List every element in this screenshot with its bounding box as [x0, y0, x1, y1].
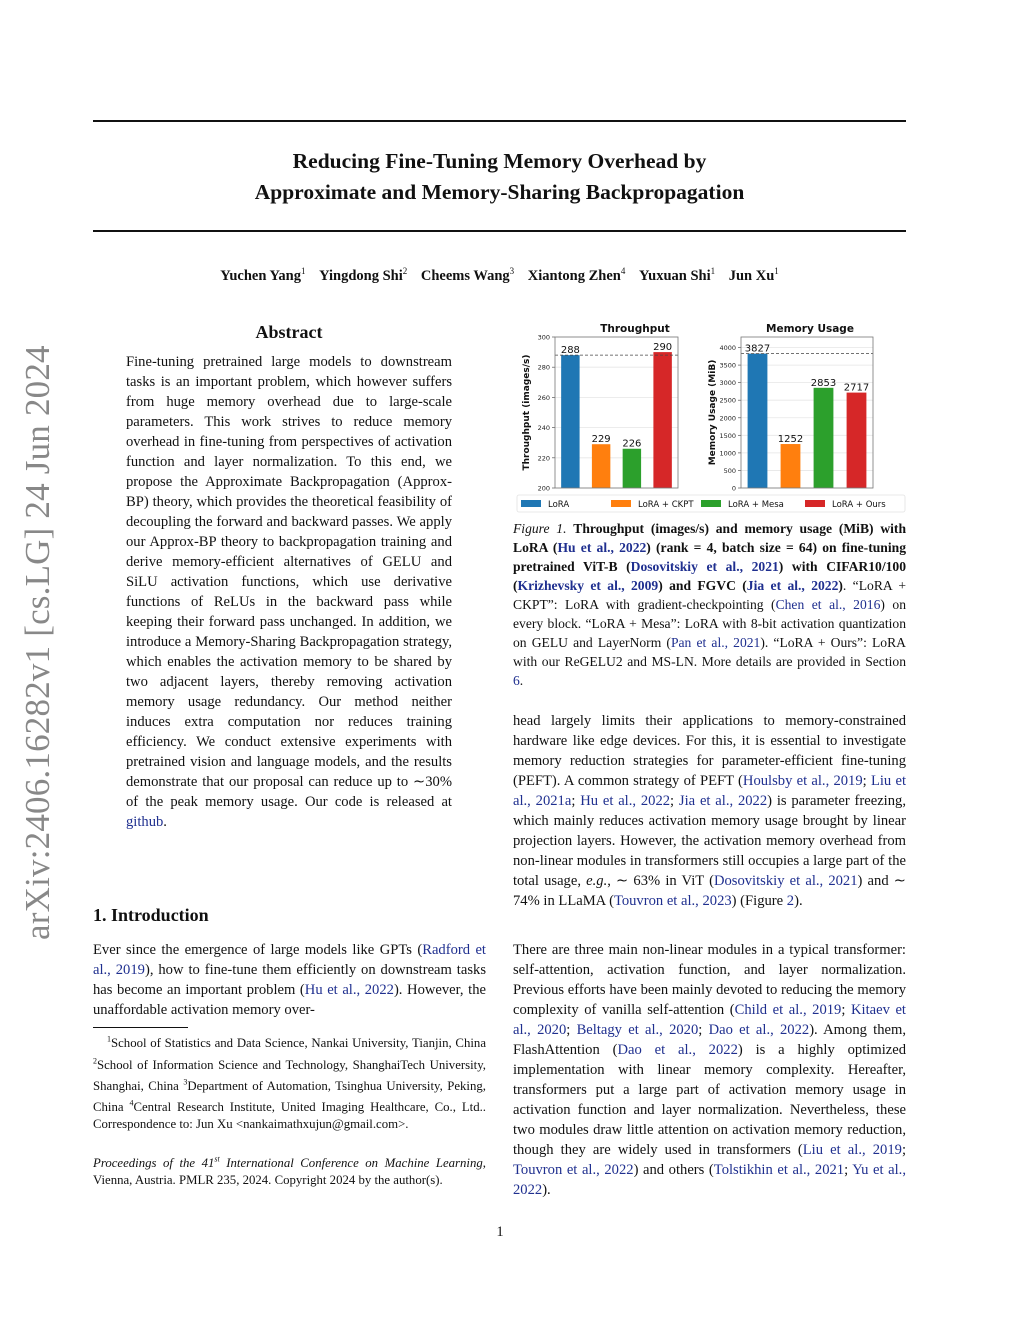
text-run: head largely limits their applications to memory-constrained hardware like edge devices. For this, it is essential to investigate memory reduction strategies for parameter-efficient fine-tuning (PEFT). A common strategy of PEFT (: [513, 713, 906, 789]
citation-link[interactable]: Jia et al., 2022: [678, 793, 768, 809]
bar-lora: [561, 355, 579, 488]
citation-link[interactable]: Tolstikhin et al., 2021: [713, 1162, 845, 1178]
bar-lora-ours: [653, 352, 671, 488]
legend-swatch: [521, 500, 541, 507]
author: [220, 268, 305, 284]
y-tick-label: 300: [537, 333, 550, 342]
author: [421, 268, 514, 284]
section-heading-introduction: 1. Introduction: [93, 905, 209, 925]
citation-link[interactable]: Dao et al., 2022: [708, 1022, 810, 1038]
chart-title: Throughput: [600, 323, 670, 335]
legend-label: LoRA: [548, 500, 570, 510]
citation-link[interactable]: Pan et al., 2021: [670, 635, 761, 650]
author: [528, 268, 626, 284]
abstract-text-end: .: [163, 814, 167, 830]
text-run: Department of Automation, Tsinghua University, Peking, China: [93, 1078, 486, 1115]
citation-link[interactable]: Child et al., 2019: [734, 1002, 842, 1018]
citation-link[interactable]: Beltagy et al., 2020: [576, 1022, 699, 1038]
affiliation-mark: 4: [620, 266, 626, 276]
text-run: ). However, the unaffordable activation memory over-: [93, 982, 486, 1018]
citation-link[interactable]: Dosovitskiy et al., 2021: [713, 873, 858, 889]
y-tick-label: 1500: [719, 431, 736, 440]
y-axis-label: Memory Usage (MiB): [708, 359, 718, 466]
legend-swatch: [611, 500, 631, 507]
author-name: Yuchen Yang: [220, 267, 301, 284]
bold-text: ) with CIFAR10/100 (: [513, 559, 906, 593]
citation-link[interactable]: Houlsby et al., 2019: [742, 773, 863, 789]
italic-text: International Conference on Machine Learning: [219, 1156, 483, 1171]
citation-link[interactable]: 2: [786, 893, 795, 909]
text-run: ). “LoRA + Ours”: LoRA with our ReGELU2 and MS-LN. More details are provided in Section: [513, 635, 906, 669]
bold-text: ): [838, 578, 843, 593]
author-name: Yuxuan Shi: [638, 267, 711, 284]
top-rule: [93, 120, 906, 122]
y-tick-label: 2500: [719, 396, 736, 405]
y-tick-label: 2000: [719, 414, 736, 423]
affiliations-footnote: [93, 1031, 486, 1133]
citation-link[interactable]: Hu et al., 2022: [304, 982, 394, 998]
y-tick-label: 1000: [719, 449, 736, 458]
data-label: 2717: [843, 382, 870, 394]
citation-link[interactable]: Touvron et al., 2022: [513, 1162, 634, 1178]
author-name: Cheems Wang: [420, 267, 510, 284]
legend-swatch: [701, 500, 721, 507]
data-label: 3827: [744, 343, 771, 355]
bold-text: Throughput (images/s) and memory usage (MiB) with LoRA (: [513, 521, 907, 555]
italic-text: Figure 1.: [513, 521, 567, 536]
affiliation-mark: 1: [710, 266, 716, 276]
text-run: ), how to fine-tune them efficiently on downstream tasks has become an important problem (: [93, 962, 486, 998]
text-run: ) is parameter freezing, which mainly reduces activation memory usage brought by linear projection layers. However, the activation memory overhead from non-linear modules in transformers still occupies a large part of the total usage,: [513, 793, 906, 889]
github-link[interactable]: github: [126, 814, 164, 830]
y-tick-label: 200: [537, 484, 550, 493]
affiliation-mark: 1: [774, 266, 779, 276]
text-run: ;: [901, 1142, 907, 1158]
bar-lora-ours: [847, 393, 867, 488]
text-run: . “LoRA + CKPT”: LoRA with gradient-checkpointing (: [513, 578, 906, 612]
citation-link[interactable]: Liu et al., 2021a: [513, 773, 906, 809]
abstract-heading: Abstract: [255, 322, 323, 342]
figure-1-caption: [513, 519, 906, 690]
citation-link[interactable]: Hu et al., 2022: [580, 793, 671, 809]
text-run: ;: [566, 1022, 577, 1038]
text-run: ;: [841, 1002, 851, 1018]
affiliation-mark: 4: [129, 1098, 134, 1108]
y-tick-label: 3000: [719, 379, 736, 388]
text-run: ;: [862, 773, 871, 789]
y-axis-label: Throughput (images/s): [522, 354, 532, 471]
text-run: .: [519, 673, 524, 688]
italic-text: e.g.: [586, 873, 608, 889]
affiliation-mark: 2: [93, 1056, 97, 1066]
y-tick-label: 4000: [719, 344, 736, 353]
intro-paragraph-1: [93, 940, 486, 1020]
author-name: Yingdong Shi: [319, 267, 403, 284]
legend-label: LoRA + Mesa: [728, 500, 784, 510]
bold-text: ) (rank = 4, batch size = 64) on fine-tuning pretrained ViT-B (: [513, 540, 906, 574]
author-name: Jun Xu: [728, 267, 775, 284]
affiliation-mark: 2: [402, 266, 408, 276]
page-number: 1: [496, 1224, 504, 1240]
y-tick-label: 3500: [719, 361, 736, 370]
text-run: School of Statistics and Data Science, Nankai University, Tianjin, China: [111, 1036, 486, 1051]
author-name: Xiantong Zhen: [527, 267, 621, 284]
author: [729, 268, 779, 284]
bar-lora-mesa: [814, 388, 834, 488]
text-run: ;: [698, 1022, 709, 1038]
text-run: ;: [670, 793, 679, 809]
italic-text: Proceedings of the 41: [93, 1156, 215, 1171]
abstract-text: Fine-tuning pretrained large models to downstream tasks is an important problem, which however suffers from huge memory overhead due to large-scale parameters. This work strives to reduce memory overhead in fine-tuning from perspectives of activation function and layer normalization. To this end, we propose the Approximate Backpropagation (Approx-BP) theory, which provides the theoretical feasibility of decoupling the forward and backward passes. We apply our Approx-BP theory to backpropagation training and derive memory-efficient alternatives of GELU and SiLU activation functions, which use derivative functions of ReLUs in the backward pass while keeping their forward pass unchanged. In addition, we introduce a Memory-Sharing Backpropagation strategy, which enables the activation memory to be shared by two adjacent layers, thereby removing activation memory usage redundancy. Our method neither induces extra computation nor reduces training efficiency. We conduct extensive experiments with pretrained vision and language models, and the results demonstrate that our proposal can reduce up to ∼30% of the peak memory usage. Our code is released at: [126, 354, 452, 810]
y-tick-label: 220: [537, 454, 550, 463]
citation-link[interactable]: Krizhevsky et al., 2009: [517, 578, 659, 593]
text-run: Central Research Institute, United Imaging Healthcare, Co., Ltd.. Correspondence to: Jun Xu <nankaimathxujun@gmail.com>.: [93, 1100, 486, 1132]
affiliation-mark: 3: [183, 1077, 188, 1087]
text-run: ) on every block. “LoRA + Mesa”: LoRA with 8-bit activation quantization on GELU and LayerNorm (: [513, 597, 906, 650]
data-label: 290: [653, 342, 673, 354]
citation-link[interactable]: Radford et al., 2019: [93, 942, 486, 978]
abstract-body: [126, 352, 452, 832]
y-tick-label: 280: [537, 363, 550, 372]
footnote-rule: [93, 1027, 188, 1028]
citation-link[interactable]: Chen et al., 2016: [775, 597, 881, 612]
title-line-2: Approximate and Memory-Sharing Backpropagation: [254, 180, 745, 204]
citation-link[interactable]: Hu et al., 2022: [557, 540, 647, 555]
intro-paragraph-2: [513, 940, 906, 1200]
text-run: ). Among them, FlashAttention (: [513, 1022, 906, 1058]
author: [639, 268, 715, 284]
chart-title: Memory Usage: [766, 323, 854, 335]
citation-link[interactable]: Dao et al., 2022: [617, 1042, 738, 1058]
text-run: ) is a highly optimized implementation with linear memory complexity. Hereafter, transformers put a large part of activation memory usage in activation function and layer normalization. Nevertheless, these two modules draw little attention on activation memory reduction, though they are widely used in transformers (: [513, 1042, 906, 1158]
bar-lora-ckpt: [781, 444, 801, 488]
legend-label: LoRA + Ours: [832, 500, 886, 510]
citation-link[interactable]: 6: [513, 673, 520, 688]
bar-lora: [748, 354, 768, 488]
arxiv-identifier-stamp: arXiv:2406.16282v1 [cs.LG] 24 Jun 2024: [18, 345, 57, 940]
text-run: School of Information Science and Technology, ShanghaiTech University, Shanghai, China: [93, 1057, 486, 1093]
bar-lora-ckpt: [592, 444, 610, 488]
citation-link[interactable]: Liu et al., 2019: [802, 1142, 902, 1158]
affiliation-mark: 1: [107, 1035, 111, 1044]
data-label: 229: [591, 434, 611, 446]
bold-text: ) and FGVC (: [658, 578, 747, 593]
data-label: 226: [622, 438, 642, 450]
text-run: ) (Figure: [731, 893, 787, 909]
text-run: ) and others (: [633, 1162, 714, 1178]
figure-1-charts: [513, 318, 908, 514]
citation-link[interactable]: Dosovitskiy et al., 2021: [630, 559, 779, 574]
author: [319, 268, 407, 284]
text-run: There are three main non-linear modules in a typical transformer: self-attention, activation function, and layer normalization. Previous efforts have been mainly devoted to reducing the memory complexity of vanilla self-attention (: [513, 942, 906, 1018]
title-bottom-rule: [93, 230, 906, 232]
bar-lora-mesa: [623, 449, 641, 488]
paper-title: [93, 146, 906, 208]
text-run: ;: [844, 1162, 853, 1178]
text-run: ;: [571, 793, 581, 809]
affiliation-mark: 1: [300, 266, 306, 276]
legend-label: LoRA + CKPT: [638, 500, 694, 510]
y-tick-label: 240: [537, 424, 550, 433]
legend-swatch: [805, 500, 825, 507]
data-label: 288: [560, 345, 580, 357]
text-run: ).: [794, 893, 803, 909]
data-label: 1252: [777, 434, 804, 446]
text-run: Ever since the emergence of large models like GPTs (: [93, 942, 423, 958]
text-run: ).: [542, 1182, 551, 1198]
intro-paragraph-1-continued: [513, 711, 906, 911]
author-list: [93, 266, 906, 285]
citation-link[interactable]: Yu et al., 2022: [513, 1162, 906, 1198]
text-run: , Vienna, Austria. PMLR 235, 2024. Copyright 2024 by the author(s).: [93, 1156, 486, 1188]
title-line-1: Reducing Fine-Tuning Memory Overhead by: [292, 149, 707, 173]
ordinal-superscript: st: [214, 1155, 220, 1164]
proceedings-note: [93, 1151, 486, 1189]
citation-link[interactable]: Kitaev et al., 2020: [513, 1002, 906, 1038]
citation-link[interactable]: Touvron et al., 2023: [613, 893, 732, 909]
y-tick-label: 0: [731, 484, 736, 493]
citation-link[interactable]: Jia et al., 2022: [746, 578, 839, 593]
data-label: 2853: [810, 377, 837, 389]
y-tick-label: 260: [537, 393, 550, 402]
affiliation-mark: 3: [509, 266, 515, 276]
y-tick-label: 500: [723, 466, 736, 475]
text-run: , ∼ 63% in ViT (: [607, 873, 714, 889]
text-run: ) and ∼ 74% in LLaMA (: [513, 873, 907, 909]
